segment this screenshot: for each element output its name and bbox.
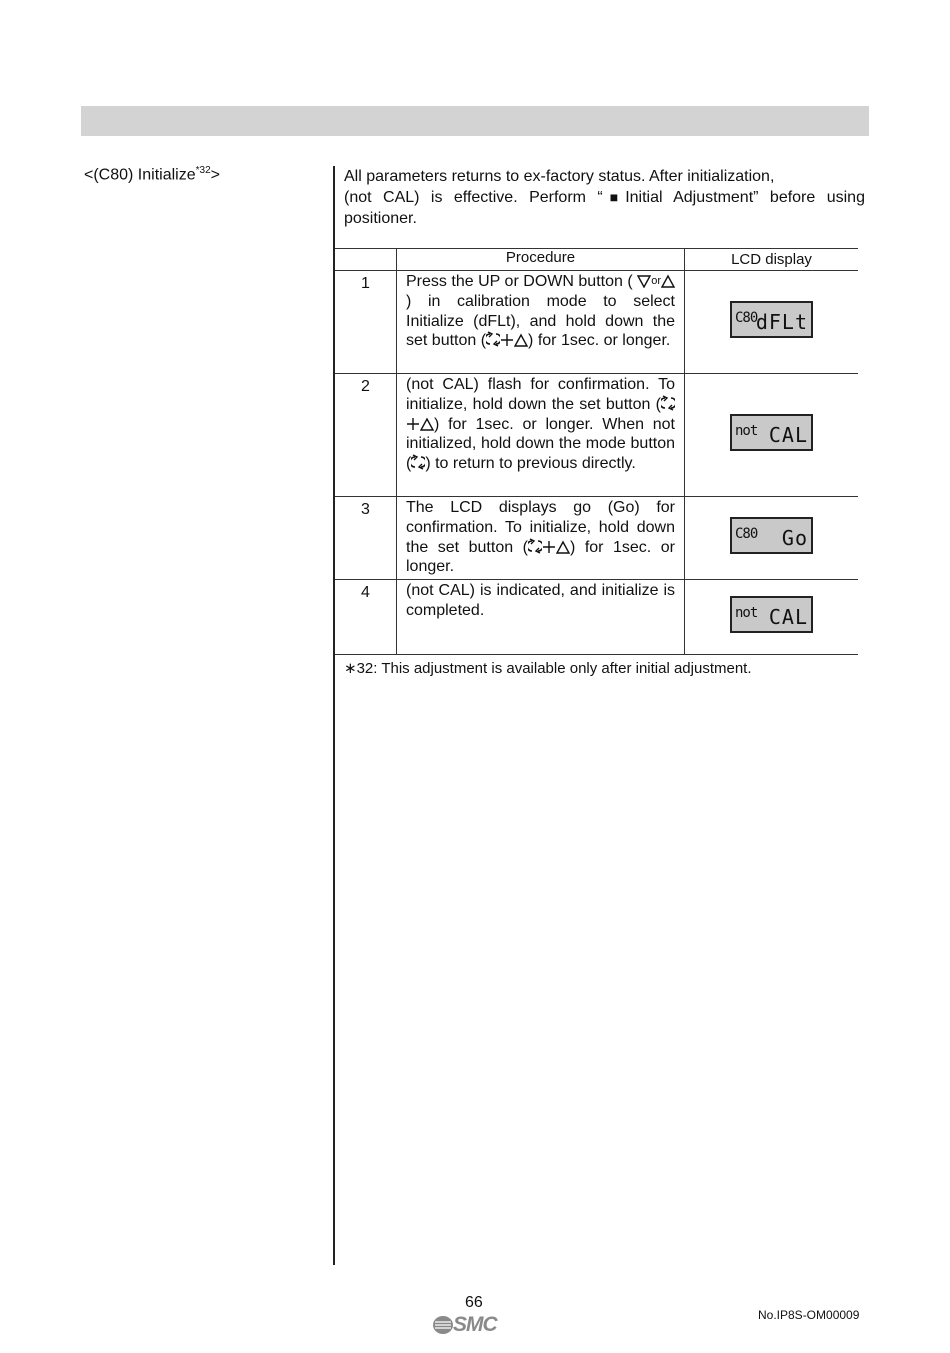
mode-button-icon	[411, 454, 425, 470]
procedure-text: (not CAL) flash for confirmation. To initialize, hold down the set button ( ) for 1sec. or longer. When not initialized, hold down the mode button ( ) to return to previous directly.	[406, 376, 675, 473]
smc-logo: SMC	[432, 1313, 512, 1337]
table-row	[335, 374, 858, 497]
plus-icon	[406, 417, 420, 431]
header-blank	[335, 249, 397, 271]
procedure-text: Press the UP or DOWN button ( or ) in calibration mode to select Initialize (dFLt), and hold down the set button ( ) for 1sec. or longer.	[406, 273, 675, 350]
up-triangle-icon	[556, 540, 570, 554]
step-number: 3	[335, 497, 397, 580]
procedure-text: The LCD displays go (Go) for confirmation. To initialize, hold down the set button ( ) for 1sec. or longer.	[406, 499, 676, 576]
lcd-display: not CAL	[730, 596, 813, 633]
square-bullet-icon: ■	[602, 189, 626, 205]
page-number: 66	[465, 1294, 483, 1311]
step-number: 1	[335, 271, 397, 374]
plus-icon	[542, 540, 556, 554]
down-triangle-icon	[637, 274, 651, 288]
header-procedure: Procedure	[397, 249, 685, 271]
mode-button-icon	[661, 395, 675, 411]
smc-emblem-icon	[432, 1314, 454, 1336]
lcd-display: not CAL	[730, 414, 813, 451]
footnote: ∗32: This adjustment is available only after initial adjustment.	[344, 660, 752, 677]
procedure-table	[335, 248, 858, 655]
header-lcd-display: LCD display	[685, 249, 859, 271]
table-row	[335, 271, 858, 374]
mode-button-icon	[528, 538, 542, 554]
lcd-display: C80 Go	[730, 517, 813, 554]
up-triangle-icon	[661, 274, 675, 288]
up-triangle-icon	[420, 417, 434, 431]
footnote-ref: *32	[195, 165, 211, 176]
table-row	[335, 497, 858, 580]
step-number: 4	[335, 580, 397, 655]
table-row	[335, 580, 858, 655]
lcd-display: C80 dFLt	[730, 301, 813, 338]
plus-icon	[500, 333, 514, 347]
up-triangle-icon	[514, 333, 528, 347]
procedure-text: (not CAL) is indicated, and initialize is completed.	[406, 582, 675, 619]
document-number: No.IP8S-OM00009	[758, 1308, 860, 1322]
table-header-row	[335, 249, 858, 271]
section-title: <(C80) Initialize$^{*32}$>	[84, 165, 220, 184]
header-bar	[81, 106, 869, 136]
mode-button-icon	[486, 331, 500, 347]
step-number: 2	[335, 374, 397, 497]
intro-paragraph: All parameters returns to ex-factory status. After initialization, (not CAL) is effective. Perform “■Initial Adjustment” before using positioner.	[344, 168, 865, 227]
